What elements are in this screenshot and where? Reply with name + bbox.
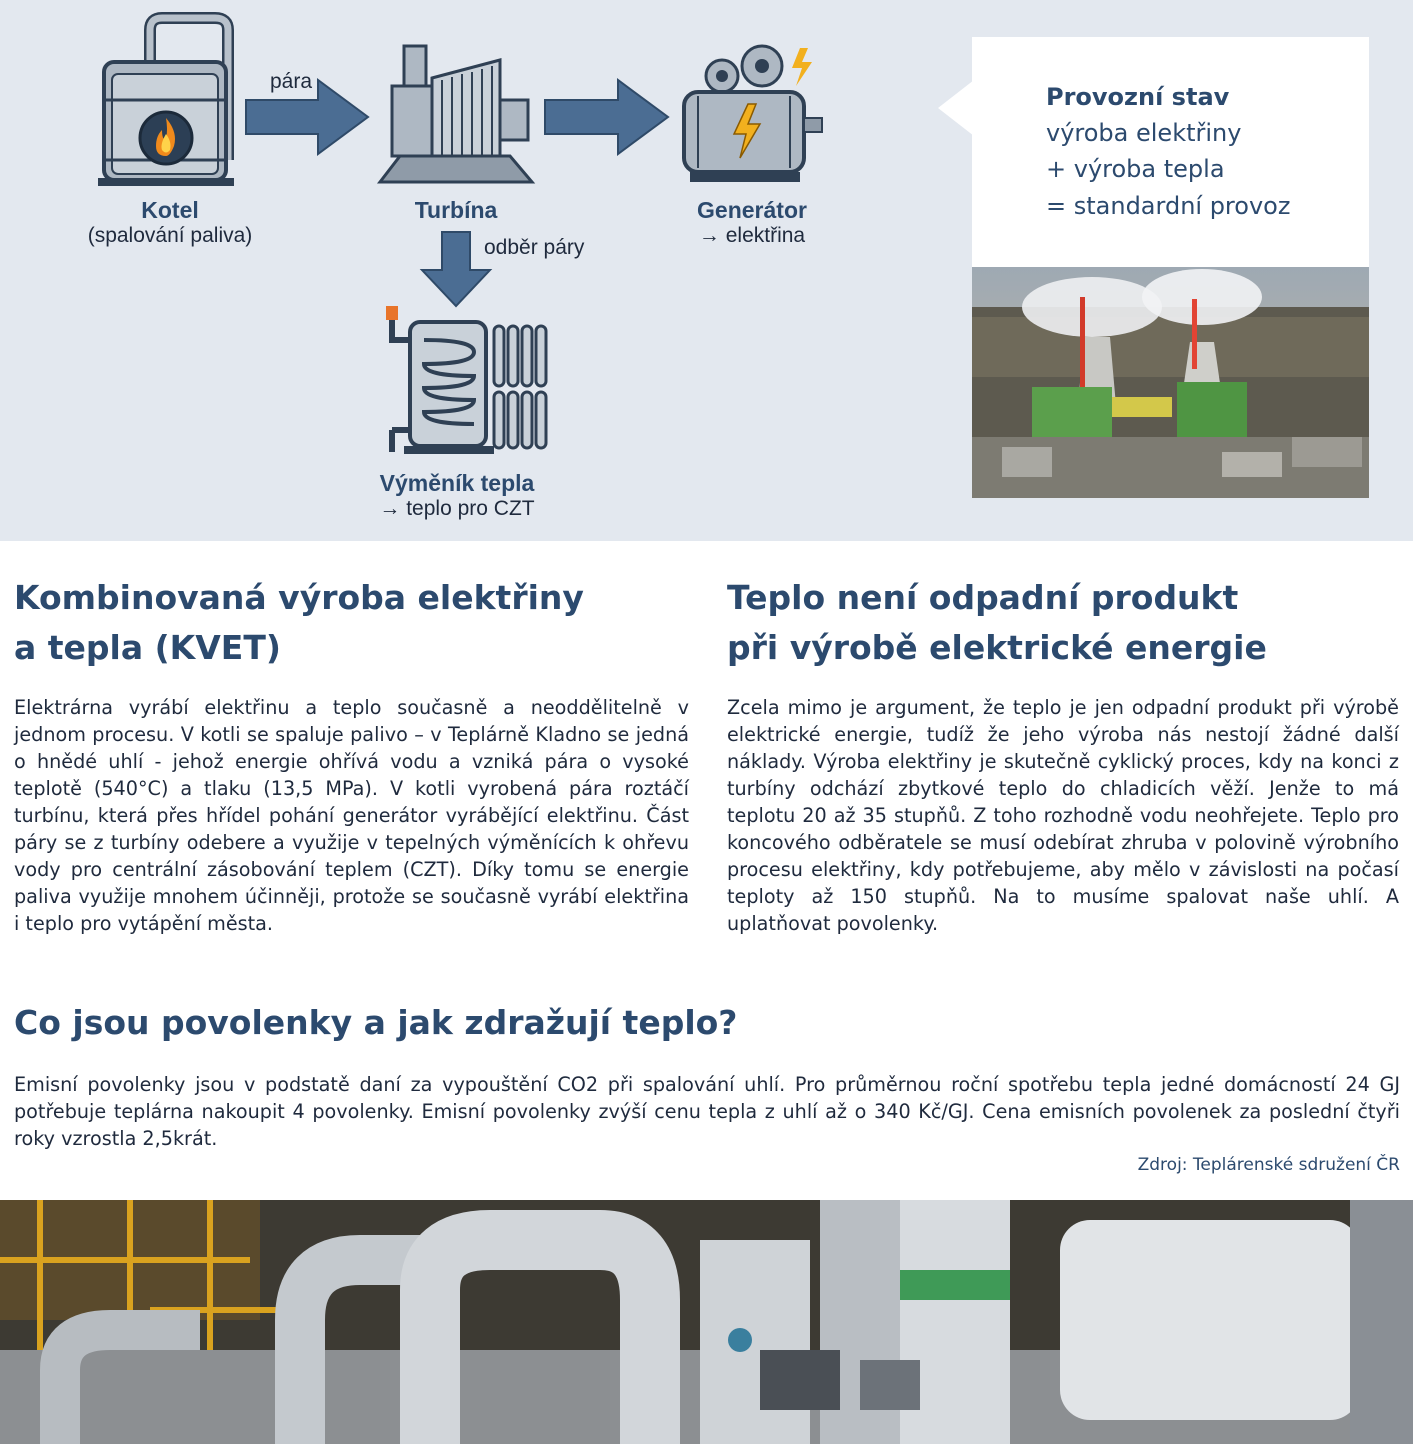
boiler-label bbox=[70, 197, 270, 248]
waste-body: Zcela mimo je argument, že teplo je jen odpadní produkt při výrobě elektrické energie, tudíž že jeho výroba nás nestojí žádné další náklady. Výroba elektřiny je skutečně cyklický proces, kdy na konci z turbíny odchází zbytkové teplo do chladicích věží. Jenže to má teplotu 20 až 35 stupňů. Z toho rozhodně vodu neohřejete. Teplo pro koncového odběratele se musí odebírat zhruba v polovině výrobního procesu elektřiny, kdy potřebujeme, aby mělo v závislosti na počasí teploty až 150 stupňů. Na to musíme spalovat naše uhlí. A uplatňovat povolenky. bbox=[727, 696, 1399, 935]
process-diagram bbox=[0, 0, 1413, 541]
exchanger-subtitle: → teplo pro CZT bbox=[379, 497, 535, 520]
boiler-subtitle: (spalování paliva) bbox=[87, 224, 253, 247]
heat-exchanger-illustration bbox=[386, 306, 546, 454]
allowances-body: Emisní povolenky jsou v podstatě daní za vypouštění CO2 při spalování uhlí. Pro průměrnou roční spotřebu tepla jedné domácností 24 GJ potřebuje teplárna nakoupit 4 povolenky. Emisní povolenky zvýší cenu tepla z uhlí až o 340 Kč/GJ. Cena emisních povolenek za poslední čtyři roky vzrostla 2,5krát. bbox=[14, 1073, 1400, 1150]
waste-heading-line1: Teplo není odpadní produkt bbox=[727, 578, 1239, 617]
generator-label bbox=[672, 197, 832, 248]
callout-line-2: + výroba tepla bbox=[1046, 155, 1225, 183]
power-plant-photo bbox=[972, 267, 1369, 498]
kvet-heading-line1: Kombinovaná výroba elektřiny bbox=[14, 578, 584, 617]
allowances-heading: Co jsou povolenky a jak zdražují teplo? bbox=[14, 1003, 738, 1042]
kvet-heading bbox=[14, 573, 584, 673]
kvet-body: Elektrárna vyrábí elektřinu a teplo současně a neoddělitelně v jednom procesu. V kotli se spaluje palivo – v Teplárně Kladno se jedná o hnědé uhlí - jehož energie ohřívá vodu a vzniká pára o vysoké teplotě (540°C) a tlaku (13,5 MPa). V kotli vyrobená pára roztáčí turbínu, která přes hřídel pohání generátor vyrábějící elektřinu. Část páry se z turbíny odebere a využije v tepelných výměnících k ohřevu vody pro centrální zásobování teplem (CZT). Díky tomu se energie paliva využije mnohem účinněji, protože se současně vyrábí elektřina i teplo pro vytápění města. bbox=[14, 696, 689, 935]
arrow-extraction bbox=[422, 232, 490, 306]
arrow-power bbox=[545, 80, 668, 154]
source-note: Zdroj: Teplárenské sdružení ČR bbox=[1137, 1155, 1400, 1175]
generator-title: Generátor bbox=[697, 197, 807, 223]
generator-illustration bbox=[684, 46, 822, 182]
callout-heading: Provozní stav bbox=[1046, 83, 1230, 111]
exchanger-label bbox=[352, 470, 562, 521]
steam-label: pára bbox=[270, 70, 313, 93]
turbine-illustration bbox=[380, 46, 532, 182]
callout-line-3: = standardní provoz bbox=[1046, 192, 1291, 220]
extraction-label: odběr páry bbox=[484, 236, 585, 259]
waste-heading bbox=[727, 573, 1267, 673]
turbine-title: Turbína bbox=[414, 197, 498, 223]
kvet-heading-line2: a tepla (KVET) bbox=[14, 628, 281, 667]
exchanger-title: Výměník tepla bbox=[379, 470, 535, 496]
diagram-graphics bbox=[0, 0, 940, 541]
waste-heading-line2: při výrobě elektrické energie bbox=[727, 628, 1267, 667]
callout-line-1: výroba elektřiny bbox=[1046, 119, 1242, 147]
operating-state-callout bbox=[972, 37, 1369, 267]
generator-subtitle: → elektřina bbox=[698, 224, 806, 247]
boiler-illustration bbox=[98, 18, 234, 186]
turbine-label bbox=[386, 197, 526, 224]
callout-tail bbox=[938, 80, 974, 136]
boiler-title: Kotel bbox=[141, 197, 199, 223]
industrial-pipes-photo bbox=[0, 1200, 1413, 1444]
